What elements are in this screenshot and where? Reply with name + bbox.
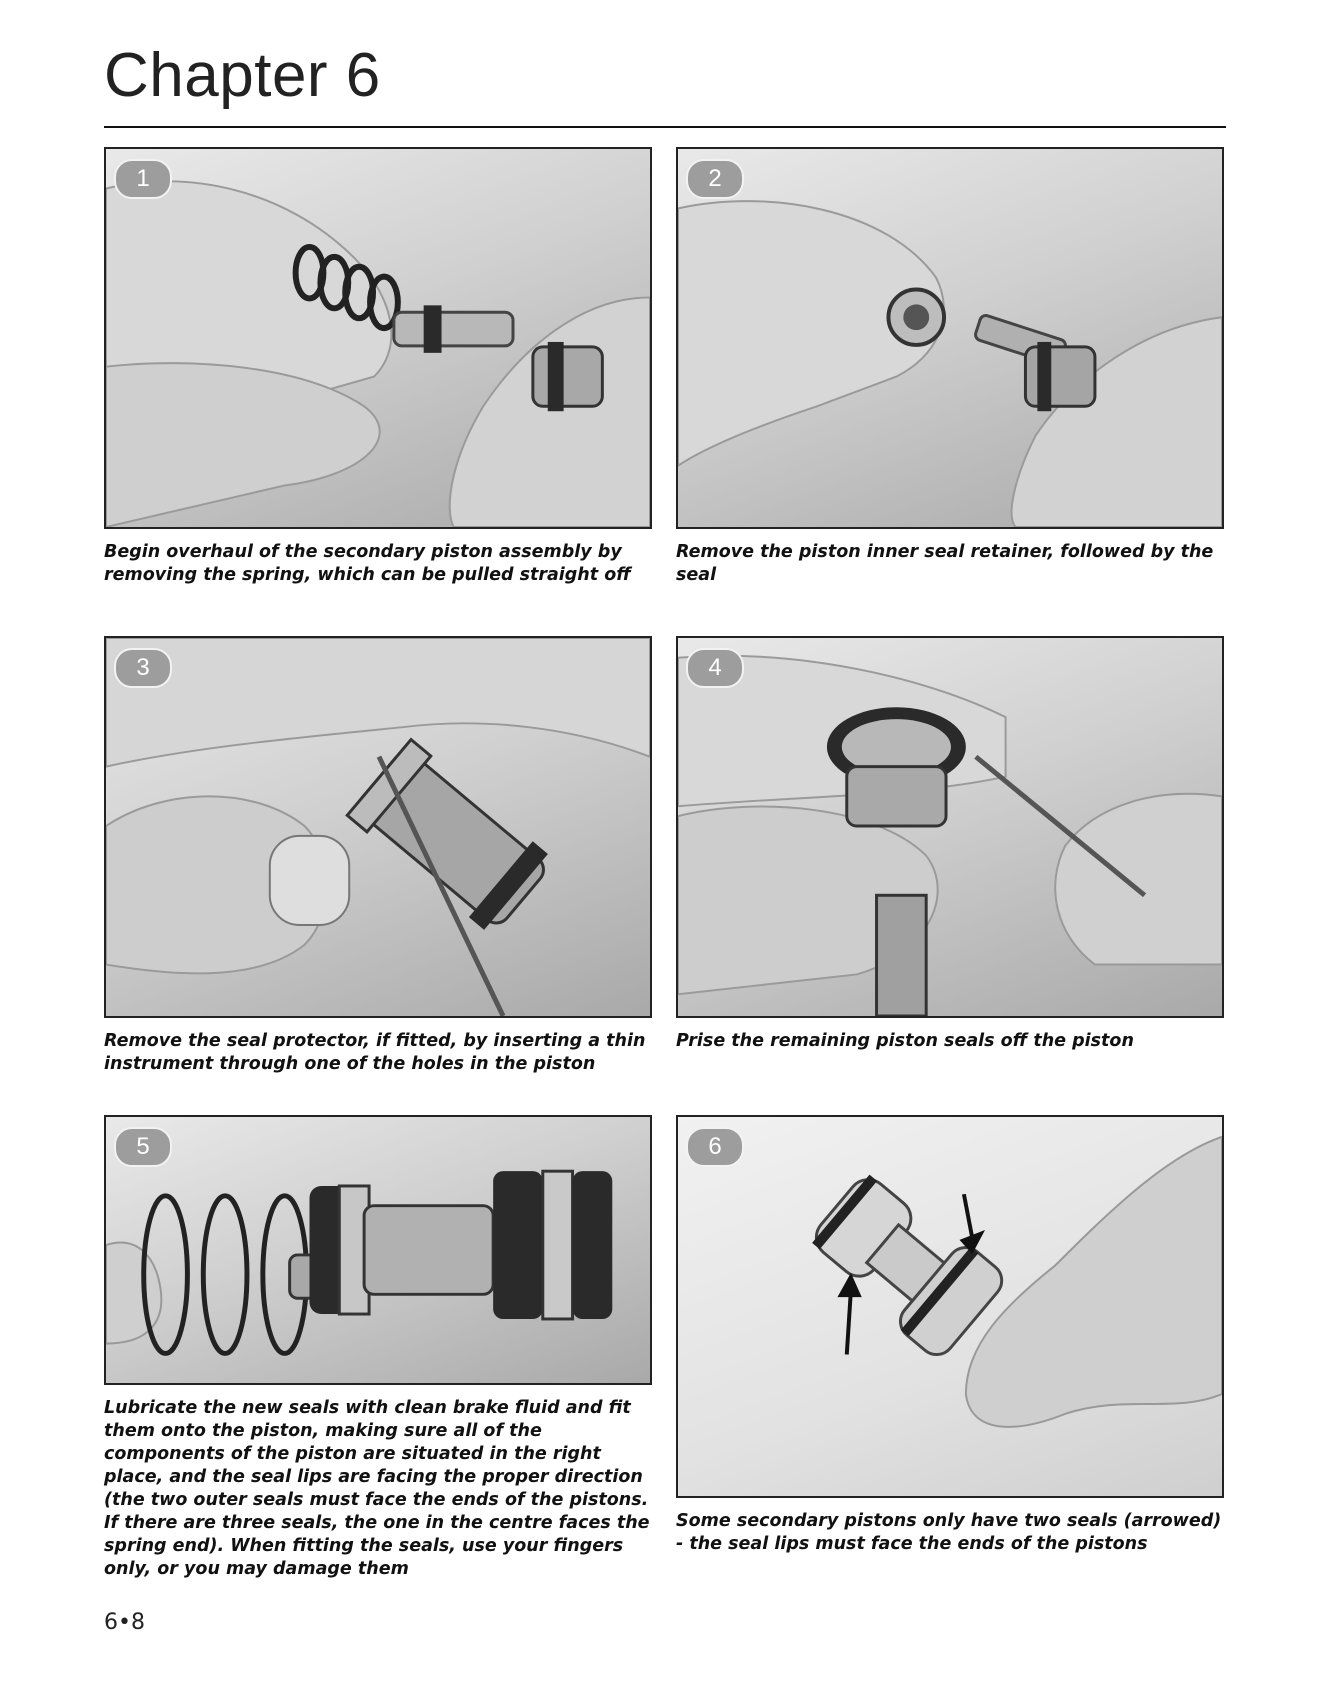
chapter-title: Chapter 6	[104, 41, 381, 110]
photo-step-5	[104, 1115, 652, 1385]
caption-step-1: Begin overhaul of the secondary piston assembly by removing the spring, which can be pulled straight off	[104, 542, 631, 585]
step-badge-6: 6	[686, 1127, 744, 1167]
photo-4-illustration	[678, 638, 1222, 1016]
caption-step-5: Lubricate the new seals with clean brake fluid and fit them onto the piston, making sure all of the components of the piston are situated in the right place, and the seal lips are facing the proper direction (the two outer seals must face the ends of the pistons. If there are three seals, the one in the centre faces the spring end). When fitting the seals, use your fingers only, or you may damage them	[104, 1398, 650, 1579]
caption-step-3: Remove the seal protector, if fitted, by inserting a thin instrument through one of the holes in the piston	[104, 1031, 646, 1074]
photo-1-illustration	[106, 149, 650, 527]
caption-step-4: Prise the remaining piston seals off the piston	[676, 1031, 1134, 1051]
photo-step-4	[676, 636, 1224, 1018]
step-badge-4: 4	[686, 648, 744, 688]
title-rule	[104, 126, 1226, 128]
page-number: 6•8	[104, 1610, 145, 1635]
photo-step-1	[104, 147, 652, 529]
caption-step-2: Remove the piston inner seal retainer, followed by the seal	[676, 542, 1214, 585]
step-badge-3: 3	[114, 648, 172, 688]
photo-2-illustration	[678, 149, 1222, 527]
step-badge-1: 1	[114, 159, 172, 199]
photo-6-illustration	[678, 1117, 1222, 1496]
step-badge-5: 5	[114, 1127, 172, 1167]
photo-step-2	[676, 147, 1224, 529]
photo-3-illustration	[106, 638, 650, 1016]
caption-step-6: Some secondary pistons only have two seals (arrowed) - the seal lips must face the ends of the pistons	[676, 1511, 1222, 1554]
photo-5-illustration	[106, 1117, 650, 1383]
photo-step-6	[676, 1115, 1224, 1498]
photo-step-3	[104, 636, 652, 1018]
step-badge-2: 2	[686, 159, 744, 199]
